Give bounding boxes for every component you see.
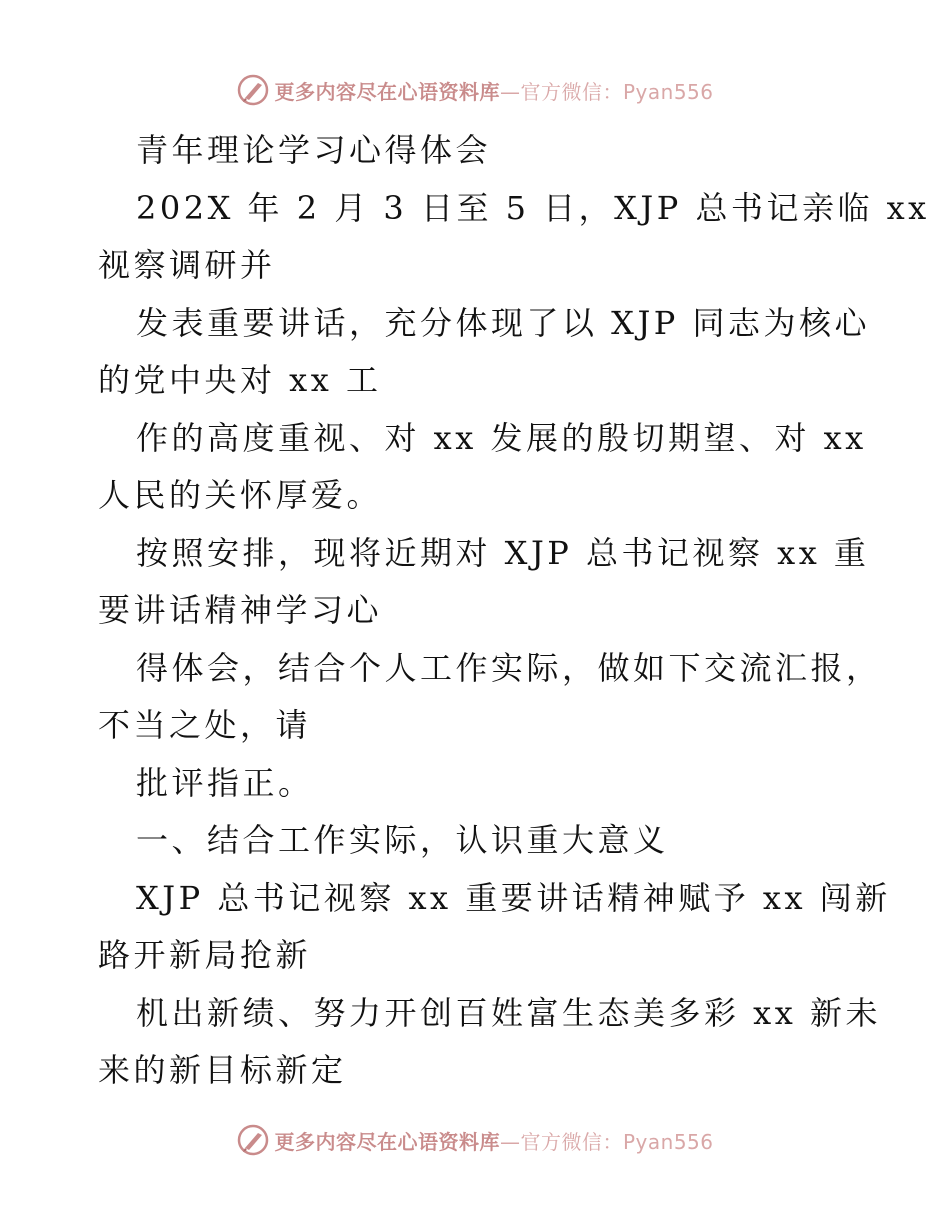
continuation-line: 视察调研并 xyxy=(98,246,276,284)
continuation-line: 人民的关怀厚爱。 xyxy=(98,476,383,514)
paragraph-line: XJP 总书记视察 xx 重要讲话精神赋予 xx 闯新 xyxy=(136,878,891,917)
watermark-separator: —官方微信： xyxy=(499,79,623,104)
continuation-line: 的党中央对 xx 工 xyxy=(98,361,382,399)
watermark-text xyxy=(274,76,713,105)
footer-watermark xyxy=(0,1120,950,1160)
continuation-line: 路开新局抢新 xyxy=(98,936,312,974)
paragraph-line: 作的高度重视、对 xx 发展的殷切期望、对 xx xyxy=(136,418,867,457)
continuation-line: 来的新目标新定 xyxy=(98,1051,347,1089)
continuation-line: 要讲话精神学习心 xyxy=(98,591,383,629)
paragraph-line: 机出新绩、努力开创百姓富生态美多彩 xx 新未 xyxy=(136,993,881,1032)
paragraph-line: 得体会，结合个人工作实际，做如下交流汇报， xyxy=(136,648,882,687)
watermark-brand: 更多内容尽在心语资料库 xyxy=(274,79,500,104)
paragraph-line: 一、结合工作实际，认识重大意义 xyxy=(136,821,669,859)
watermark-separator: —官方微信： xyxy=(499,1129,623,1154)
watermark-brand: 更多内容尽在心语资料库 xyxy=(274,1129,500,1154)
paragraph-line: 批评指正。 xyxy=(136,763,314,802)
watermark-wechat-id: Pyan556 xyxy=(622,1129,714,1154)
quill-pen-logo-icon xyxy=(236,73,270,107)
document-body xyxy=(98,122,930,1100)
quill-pen-logo-icon xyxy=(236,1123,270,1157)
paragraph-line: 发表重要讲话，充分体现了以 XJP 同志为核心 xyxy=(136,303,870,342)
paragraph-line: 按照安排，现将近期对 XJP 总书记视察 xx 重 xyxy=(136,533,870,572)
header-watermark xyxy=(0,70,950,110)
paragraph-line: 青年理论学习心得体会 xyxy=(136,131,492,169)
continuation-line: 不当之处，请 xyxy=(98,706,312,744)
watermark-text xyxy=(274,1126,713,1155)
watermark-wechat-id: Pyan556 xyxy=(622,79,714,104)
paragraph-line: 202X 年 2 月 3 日至 5 日，XJP 总书记亲临 xx xyxy=(136,188,930,227)
